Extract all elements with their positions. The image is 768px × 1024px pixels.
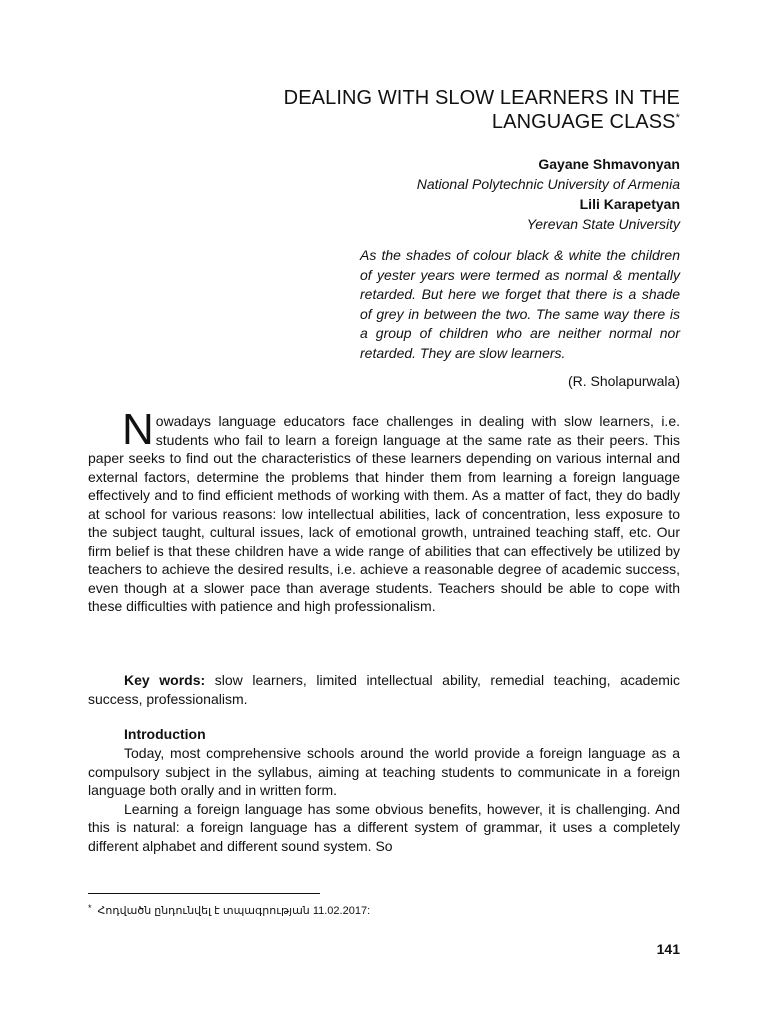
epigraph-source: (R. Sholapurwala)	[567, 373, 680, 389]
author-affiliation: National Polytechnic University of Armenia	[416, 176, 680, 192]
paper-page	[88, 0, 680, 1024]
body-paragraph: Learning a foreign language has some obvious benefits, however, it is challenging. And this is natural: a foreign language has a different system of grammar, it uses a completely different alphabet and different sound system. So	[88, 800, 680, 854]
title-footnote-marker: *	[675, 112, 680, 124]
keywords-text: slow learners, limited intellectual ability, remedial teaching, academic success, professionalism.	[88, 672, 681, 707]
body-paragraph: Today, most comprehensive schools around the world provide a foreign language as a compulsory subject in the syllabus, aiming at teaching students to communicate in a foreign language both orally and in written form.	[88, 745, 680, 798]
abstract-text: owadays language educators face challenges in dealing with slow learners, i.e. students who fail to learn a foreign language at the same rate as their peers. This paper seeks to find out the characteristics of these learners depending on various internal and external factors, determine the problems that hinder them from learning a foreign language effectively and to find efficient methods of working with them. As a matter of fact, they do badly at school for various reasons: low intellectual abilities, lack of concentration, less exposure to the subject taught, cultural issues, lack of emotional growth, untrained teaching staff, etc. Our firm belief is that these children have a wide range of abilities that can effectively be utilized by teachers to achieve the desired results, i.e. achieve a reasonable degree of academic success, even though at a slower pace than average students. Teachers should be able to cope with these difficulties with patience and high professionalism.	[88, 413, 680, 614]
title-line-1: DEALING WITH SLOW LEARNERS IN THE	[283, 87, 680, 109]
author-name: Lili Karapetyan	[579, 196, 680, 212]
author-block	[320, 154, 680, 234]
abstract-paragraph	[88, 405, 680, 616]
keywords-paragraph	[88, 671, 680, 708]
drop-cap: N	[122, 405, 154, 454]
author-name: Gayane Shmavonyan	[538, 156, 680, 172]
keywords-label: Key words:	[124, 672, 206, 688]
page-number: 141	[656, 941, 680, 957]
footnote-text: Հոդվածն ընդունվել է տպագրության 11.02.2017:	[97, 905, 371, 917]
epigraph-quote: As the shades of colour black & white the children of yester years were termed as normal & mentally retarded. But here we forget that there is a shade of grey in between the two. The same way there is a group of children who are neither normal nor retarded. They are slow learners.	[360, 247, 680, 361]
footnote-divider	[88, 893, 320, 894]
section-heading-introduction: Introduction	[124, 726, 206, 742]
title-line-2: LANGUAGE CLASS	[491, 111, 676, 133]
footnote-marker: *	[88, 903, 92, 913]
paper-title	[180, 86, 680, 134]
introduction-body	[88, 744, 680, 855]
footnote	[88, 904, 370, 918]
author-affiliation: Yerevan State University	[526, 216, 680, 232]
